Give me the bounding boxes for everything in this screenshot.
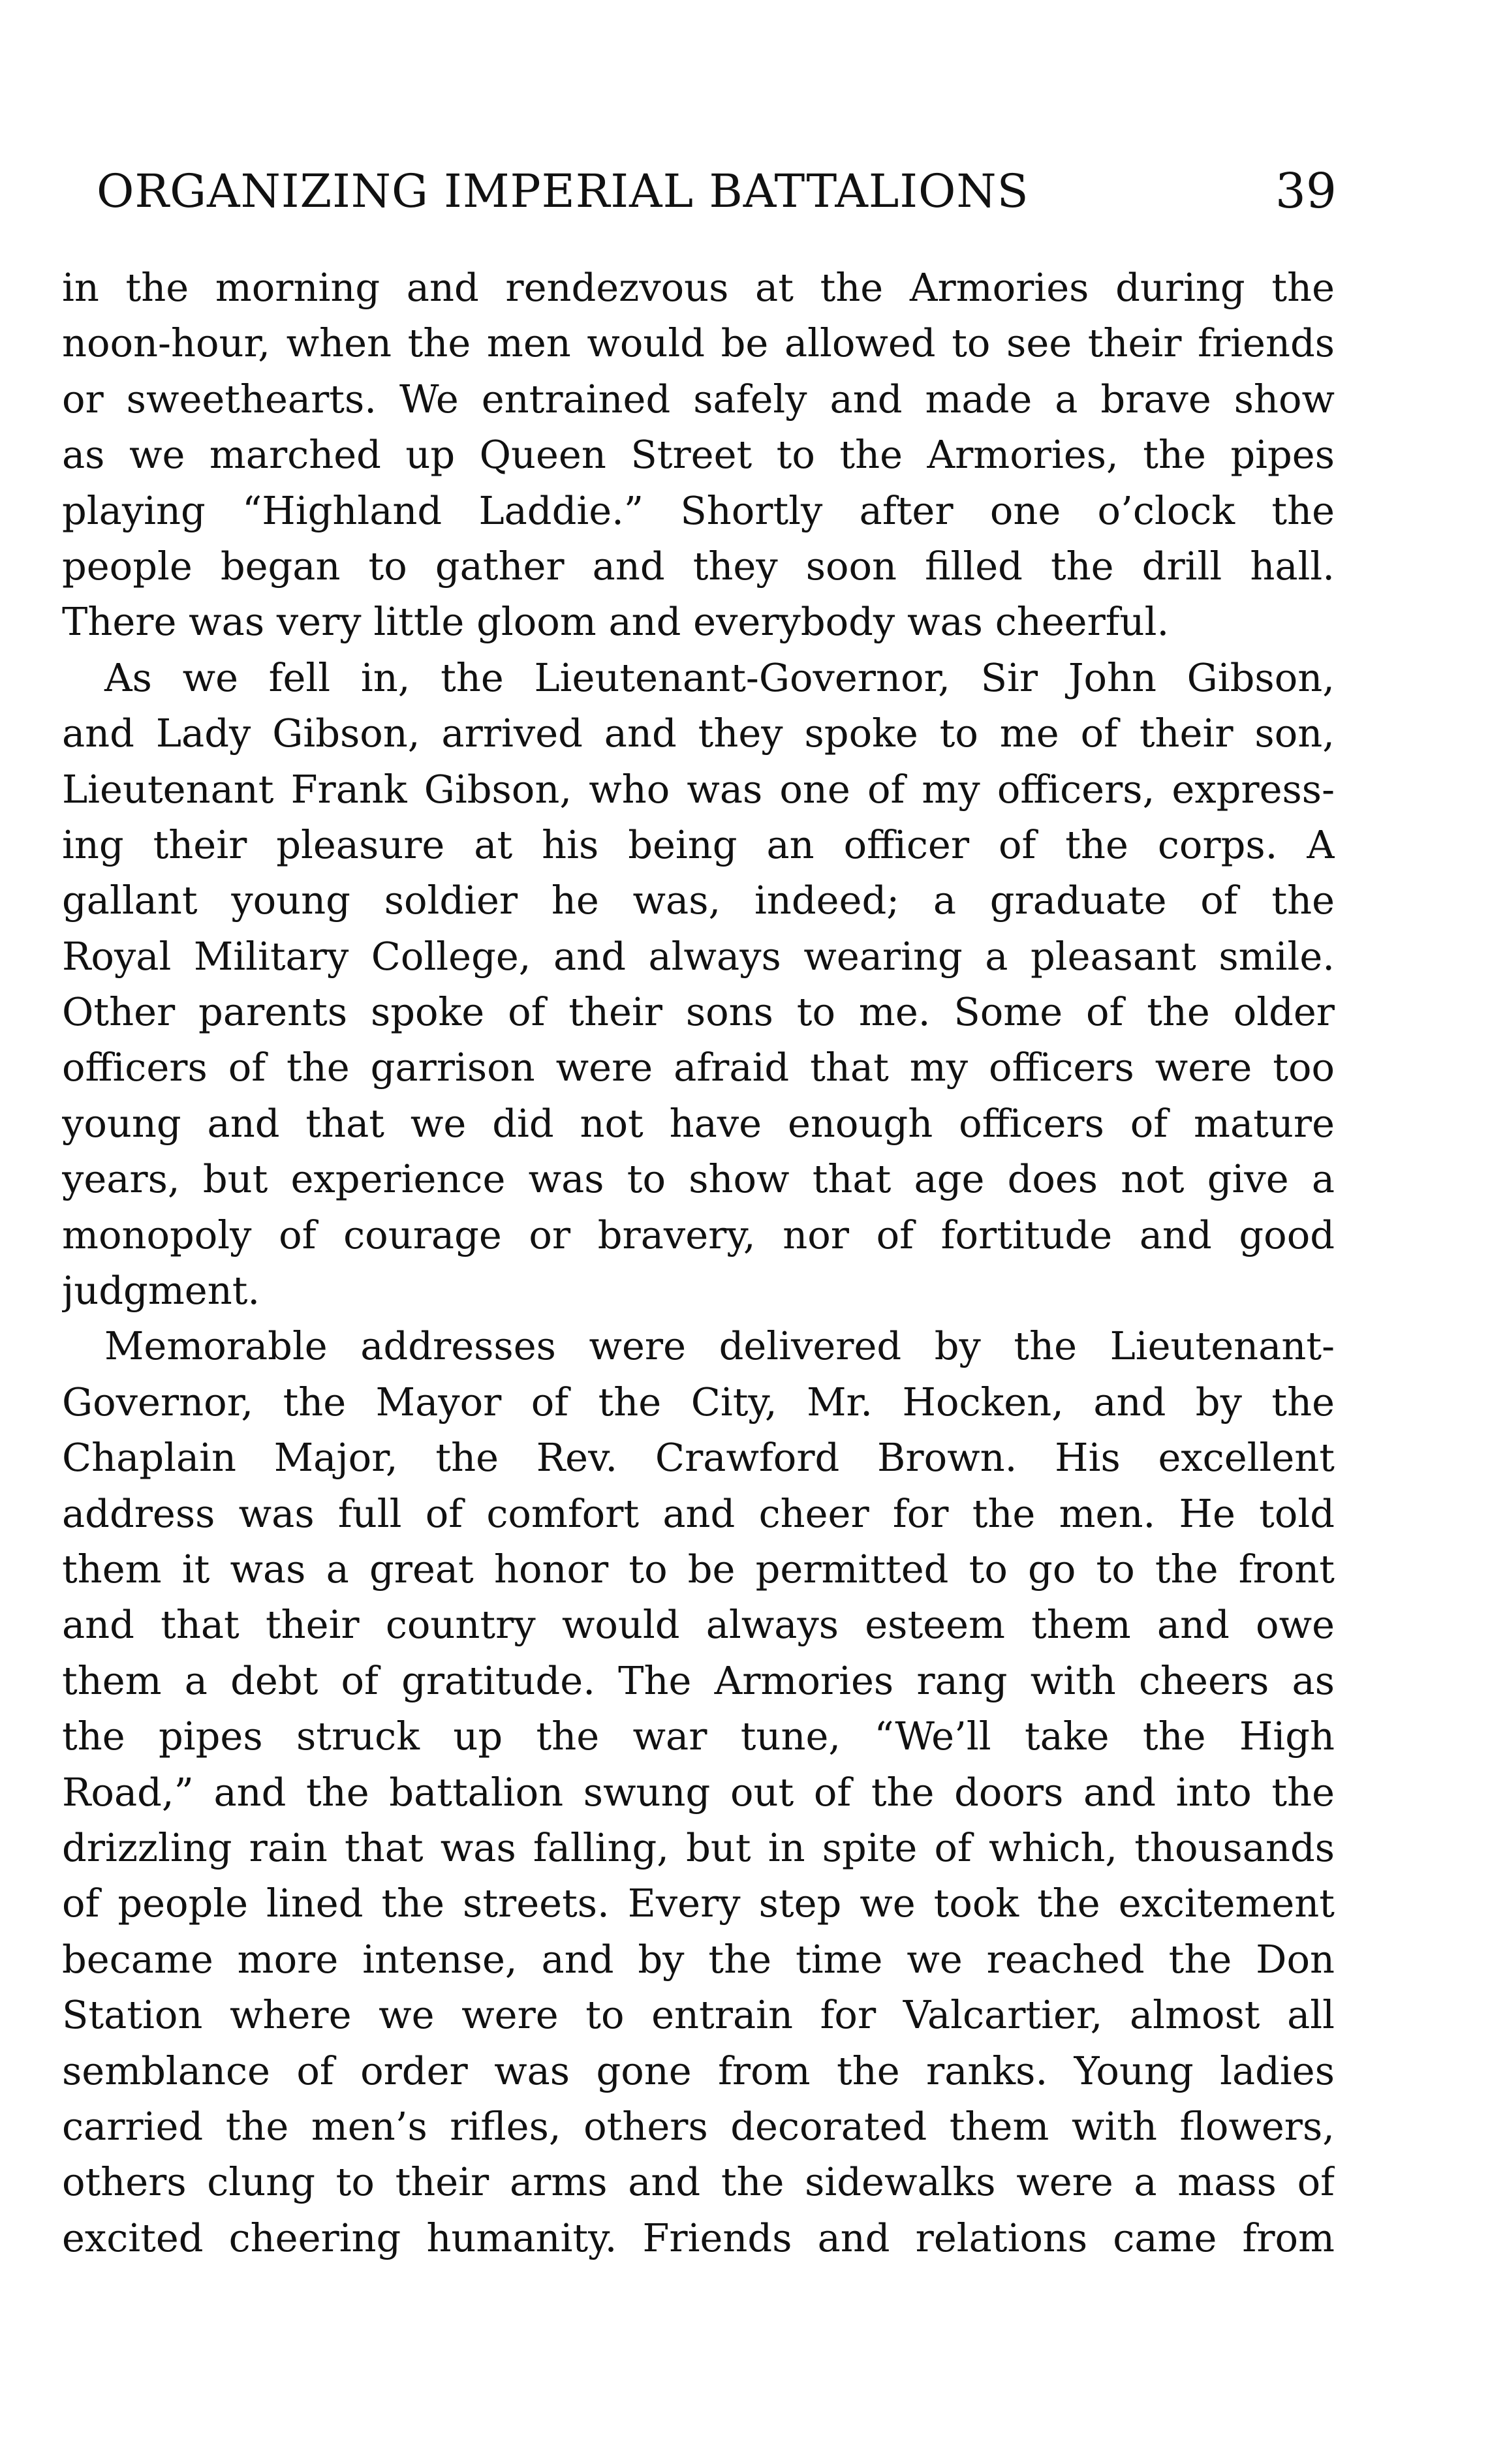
text-line: Other parents spoke of their sons to me. Some of the older xyxy=(62,989,1335,1035)
text-line: playing “Highland Laddie.” Shortly after one o’clock the xyxy=(62,487,1335,533)
text-line: and that their country would always esteem them and owe xyxy=(62,1602,1335,1648)
text-line: the pipes struck up the war tune, “We’ll take the High xyxy=(62,1714,1335,1759)
text-line: Governor, the Mayor of the City, Mr. Hocken, and by the xyxy=(62,1379,1335,1424)
text-line: noon-hour, when the men would be allowed to see their friends xyxy=(62,320,1335,366)
text-line: Lieutenant Frank Gibson, who was one of my officers, express- xyxy=(62,766,1335,812)
text-line: There was very little gloom and everybody was cheerful. xyxy=(62,599,1170,645)
text-line: people began to gather and they soon filled the drill hall. xyxy=(62,543,1335,589)
text-line: in the morning and rendezvous at the Armories during the xyxy=(62,265,1335,310)
text-line: monopoly of courage or bravery, nor of fortitude and good xyxy=(62,1212,1335,1257)
text-line: years, but experience was to show that age does not give a xyxy=(62,1156,1335,1202)
page-number: 39 xyxy=(1275,163,1337,219)
text-line: others clung to their arms and the sidewalks were a mass of xyxy=(62,2159,1335,2205)
paragraph-1 xyxy=(62,260,1335,650)
text-line: and Lady Gibson, arrived and they spoke to me of their son, xyxy=(62,711,1335,756)
text-line: became more intense, and by the time we reached the Don xyxy=(62,1936,1335,1982)
text-line: Memorable addresses were delivered by the Lieutenant- xyxy=(104,1323,1335,1369)
text-line: ing their pleasure at his being an officer of the corps. A xyxy=(62,822,1335,867)
text-line: As we fell in, the Lieutenant-Governor, Sir John Gibson, xyxy=(104,654,1335,700)
text-line: excited cheering humanity. Friends and relations came from xyxy=(62,2215,1335,2260)
text-line: Road,” and the battalion swung out of the doors and into the xyxy=(62,1769,1335,1815)
text-line: Station where we were to entrain for Valcartier, almost all xyxy=(62,1992,1335,2038)
paragraph-2 xyxy=(62,650,1335,1319)
body-text xyxy=(62,260,1335,2266)
text-line: carried the men’s rifles, others decorated them with flowers, xyxy=(62,2103,1335,2149)
text-line: address was full of comfort and cheer for the men. He told xyxy=(62,1490,1335,1536)
text-line: them it was a great honor to be permitted to go to the front xyxy=(62,1546,1335,1592)
text-line: officers of the garrison were afraid that my officers were too xyxy=(62,1045,1335,1090)
text-line: semblance of order was gone from the ranks. Young ladies xyxy=(62,2048,1335,2093)
text-line: them a debt of gratitude. The Armories rang with cheers as xyxy=(62,1657,1335,1703)
paragraph-3 xyxy=(62,1318,1335,2266)
text-line: Chaplain Major, the Rev. Crawford Brown. His excellent xyxy=(62,1435,1335,1481)
text-line: as we marched up Queen Street to the Armories, the pipes xyxy=(62,432,1335,478)
chapter-title: ORGANIZING IMPERIAL BATTALIONS xyxy=(97,164,1029,218)
text-line: drizzling rain that was falling, but in spite of which, thousands xyxy=(62,1825,1335,1870)
text-line: Royal Military College, and always wearing a pleasant smile. xyxy=(62,933,1335,979)
running-header xyxy=(97,155,1337,234)
text-line: or sweethearts. We entrained safely and made a brave show xyxy=(62,376,1335,422)
text-line: gallant young soldier he was, indeed; a graduate of the xyxy=(62,878,1335,923)
text-line: young and that we did not have enough officers of mature xyxy=(62,1100,1335,1146)
text-line: judgment. xyxy=(62,1268,260,1314)
text-line: of people lined the streets. Every step we took the excitement xyxy=(62,1881,1335,1926)
